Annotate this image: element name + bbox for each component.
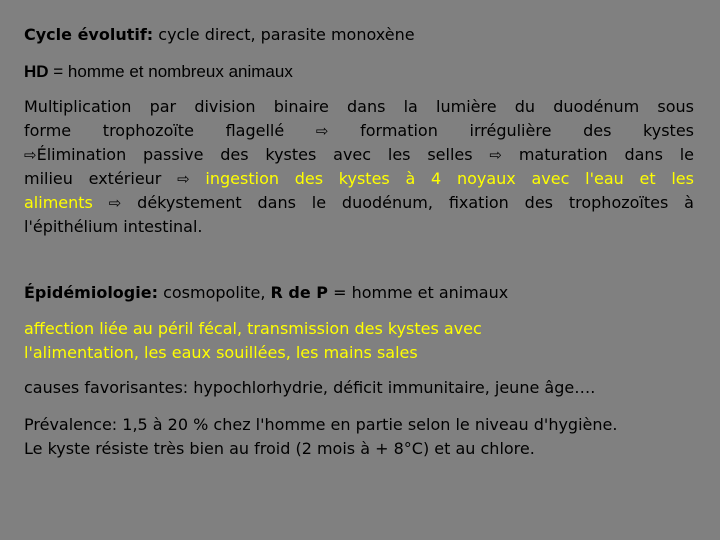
hd-line	[24, 60, 694, 84]
epidemiologie-text-b: = homme et animaux	[328, 283, 509, 302]
arrow-right-icon: ⇨	[24, 146, 37, 164]
multiplication-line-3	[24, 143, 694, 167]
multiplication-line-4	[24, 167, 694, 191]
affection-line-2	[24, 341, 694, 365]
multiplication-text-6: l'épithélium intestinal.	[24, 217, 203, 236]
hd-text: = homme et nombreux animaux	[48, 62, 293, 81]
multiplication-text-1: Multiplication par division binaire dans la lumière du duodénum sous	[24, 97, 694, 116]
epidemiologie-text-a: cosmopolite,	[157, 283, 271, 302]
multiplication-line-2	[24, 119, 694, 143]
multiplication-line-1	[24, 95, 694, 119]
slide-content	[24, 0, 694, 540]
arrow-right-icon: ⇨	[315, 122, 329, 140]
multiplication-text-4a: milieu extérieur	[24, 169, 162, 188]
rdp-label: R de P	[270, 283, 328, 302]
arrow-right-icon: ⇨	[108, 194, 122, 212]
multiplication-text-2a: forme trophozoïte flagellé	[24, 121, 285, 140]
prevalence-text-1: Prévalence: 1,5 à 20 % chez l'homme en partie selon le niveau d'hygiène.	[24, 415, 618, 434]
cycle-label: Cycle évolutif:	[24, 25, 154, 44]
causes-line	[24, 376, 694, 400]
affection-text-1: affection liée au péril fécal, transmission des kystes avec	[24, 319, 482, 338]
epidemiologie-label: Épidémiologie:	[24, 283, 158, 302]
multiplication-text-4b-highlight: ingestion des kystes à 4 noyaux avec l'eau et les	[205, 169, 694, 188]
multiplication-line-6	[24, 215, 694, 239]
arrow-right-icon: ⇨	[489, 146, 502, 164]
affection-text-2: l'alimentation, les eaux souillées, les mains sales	[24, 343, 418, 362]
cycle-line	[24, 23, 694, 47]
multiplication-text-3b: maturation dans le	[518, 145, 695, 164]
epidemiologie-line	[24, 281, 694, 305]
prevalence-text-2: Le kyste résiste très bien au froid (2 mois à + 8°C) et au chlore.	[24, 439, 535, 458]
prevalence-line-1	[24, 413, 694, 437]
multiplication-text-3a: Élimination passive des kystes avec les selles	[36, 145, 473, 164]
multiplication-line-5	[24, 191, 694, 215]
arrow-right-icon: ⇨	[177, 170, 190, 188]
multiplication-text-2b: formation irrégulière des kystes	[360, 121, 695, 140]
causes-text: causes favorisantes: hypochlorhydrie, déficit immunitaire, jeune âge….	[24, 378, 596, 397]
multiplication-text-5a-highlight: aliments	[24, 193, 93, 212]
hd-label: HD	[24, 62, 49, 81]
cycle-text: cycle direct, parasite monoxène	[153, 25, 415, 44]
affection-line-1	[24, 317, 694, 341]
prevalence-line-2	[24, 437, 694, 461]
multiplication-text-5b: dékystement dans le duodénum, fixation des trophozoïtes à	[137, 193, 694, 212]
